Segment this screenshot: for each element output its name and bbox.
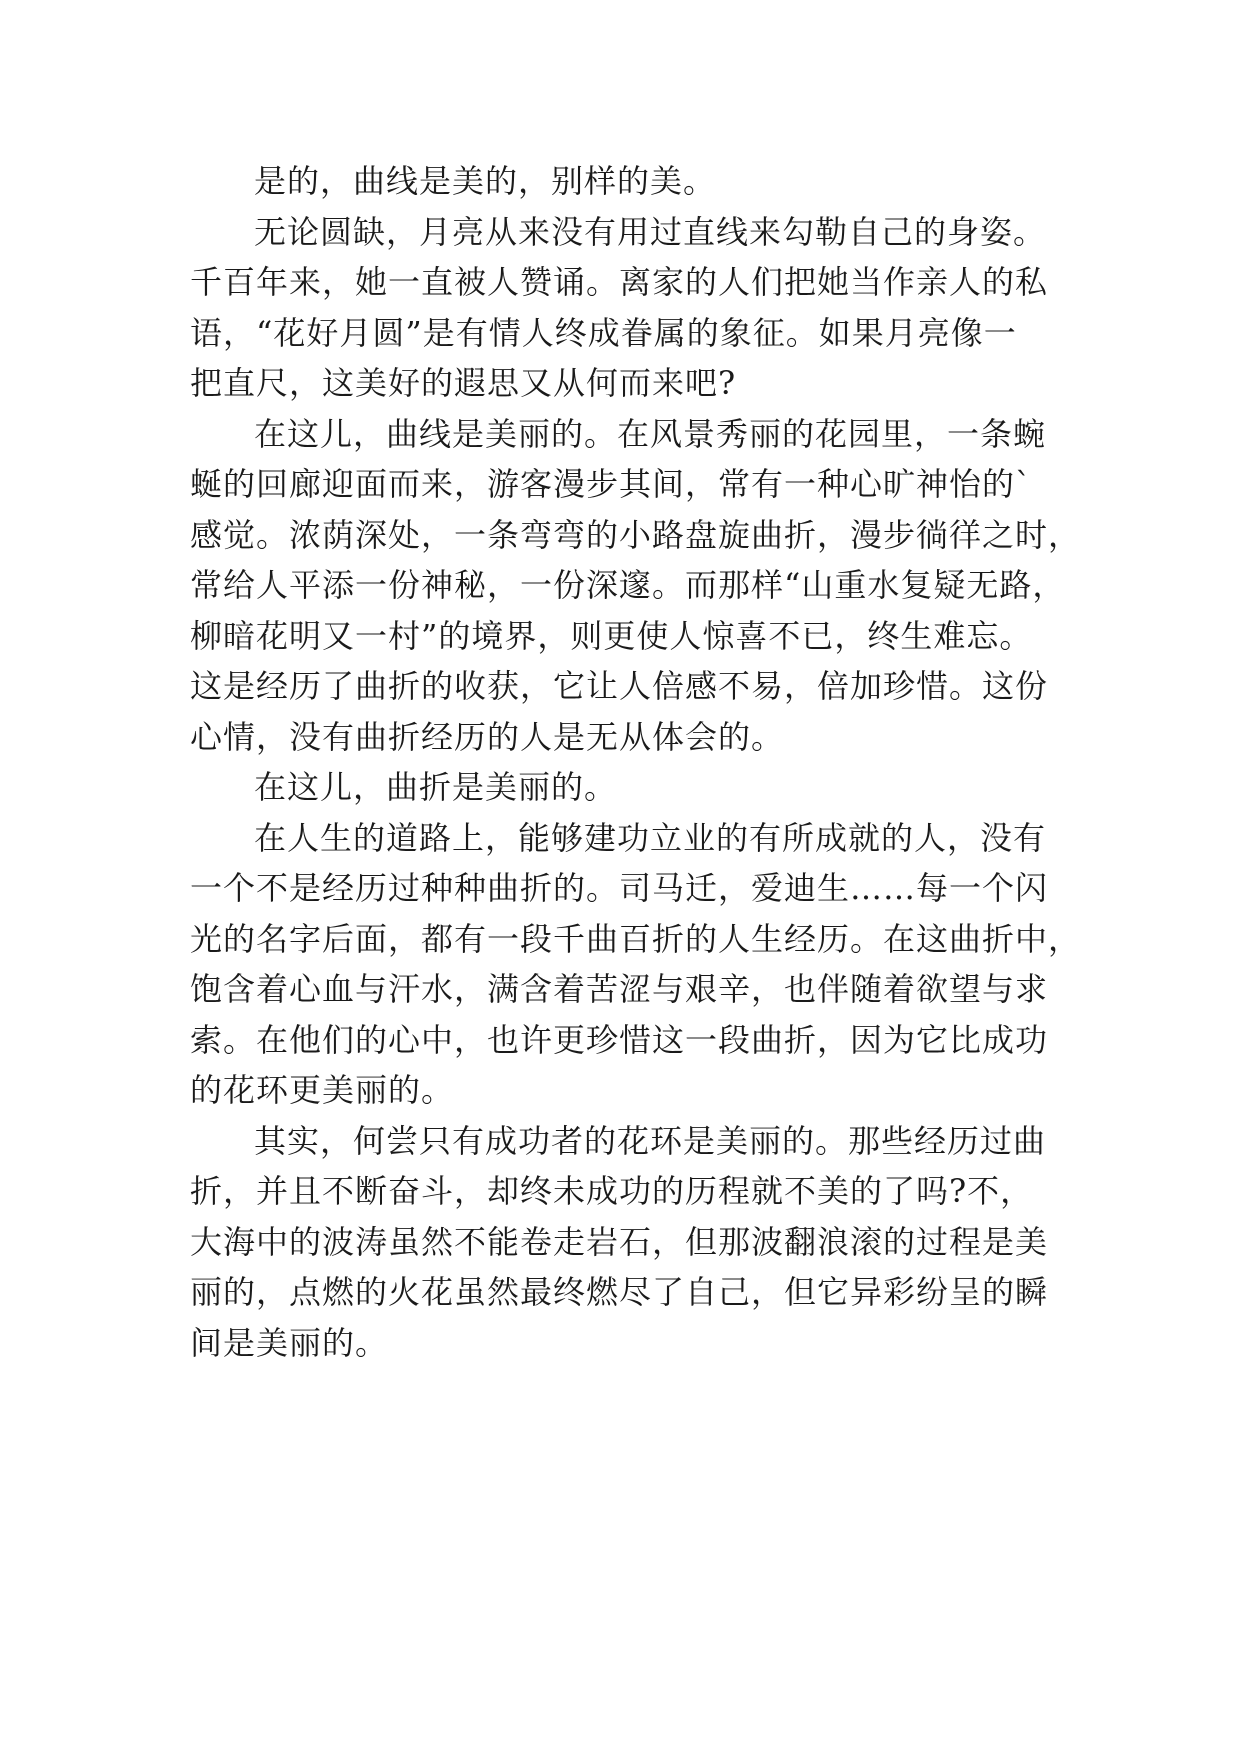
text-line: 把直尺，这美好的遐思又从何而来吧?	[190, 364, 737, 402]
text-line: 在这儿，曲折是美丽的。	[254, 768, 618, 806]
text-line: 索。在他们的心中，也许更珍惜这一段曲折，因为它比成功	[190, 1020, 1049, 1059]
text-line: 千百年来，她一直被人赞诵。离家的人们把她当作亲人的私	[190, 263, 1049, 301]
text-line: 在这儿，曲线是美丽的。在风景秀丽的花园里，一条蜿	[254, 414, 1047, 453]
text-line: 这是经历了曲折的收获，它让人倍感不易，倍加珍惜。这份	[190, 667, 1049, 705]
text-line: 其实，何尝只有成功者的花环是美丽的。那些经历过曲	[254, 1121, 1047, 1160]
text-line: 折，并且不断奋斗，却终未成功的历程就不美的了吗?不，	[190, 1172, 1034, 1210]
text-line: 是的，曲线是美的，别样的美。	[254, 162, 717, 200]
text-line: 一个不是经历过种种曲折的。司马迁，爱迪生……每一个闪	[190, 869, 1049, 907]
text-line: 间是美丽的。	[190, 1323, 389, 1362]
text-line: 无论圆缺，月亮从来没有用过直线来勾勒自己的身姿。	[254, 212, 1047, 251]
text-line: 大海中的波涛虽然不能卷走岩石，但那波翻浪滚的过程是美	[190, 1222, 1049, 1261]
text-line: 光的名字后面，都有一段千曲百折的人生经历。在这曲折中，	[190, 919, 1082, 958]
text-line: 饱含着心血与汗水，满含着苦涩与艰辛，也伴随着欲望与求	[190, 970, 1049, 1008]
text-line: 蜒的回廊迎面而来，游客漫步其间，常有一种心旷神怡的`	[190, 465, 1033, 503]
text-line: 柳暗花明又一村”的境界，则更使人惊喜不已，终生难忘。	[190, 616, 1033, 655]
text-line: 语，“花好月圆”是有情人终成眷属的象征。如果月亮像一	[190, 313, 1017, 352]
text-line: 常给人平添一份神秘，一份深邃。而那样“山重水复疑无路，	[190, 566, 1066, 604]
text-line: 感觉。浓荫深处，一条弯弯的小路盘旋曲折，漫步徜徉之时，	[190, 515, 1082, 554]
essay-body	[190, 156, 1082, 1368]
text-line: 在人生的道路上，能够建功立业的有所成就的人，没有	[254, 818, 1047, 857]
text-line: 的花环更美丽的。	[190, 1071, 455, 1109]
text-line: 丽的，点燃的火花虽然最终燃尽了自己，但它异彩纷呈的瞬	[190, 1273, 1049, 1311]
text-line: 心情，没有曲折经历的人是无从体会的。	[190, 717, 785, 756]
